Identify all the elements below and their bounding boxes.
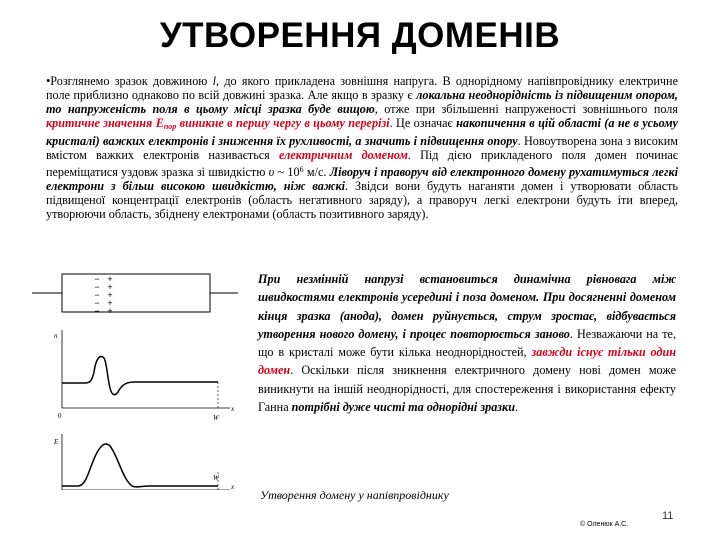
plus-row: + (107, 306, 113, 316)
plus-row: + (107, 282, 113, 292)
minus-row: − (94, 282, 100, 292)
minus-row: − (94, 298, 100, 308)
field-curve (62, 444, 218, 487)
n-axis-x-label: x (231, 405, 235, 413)
plus-row: + (107, 290, 113, 300)
field-graph (53, 434, 235, 490)
sample-diagram (32, 274, 238, 316)
minus-row: − (94, 290, 100, 300)
author-credit: © Оленюк А.С. (580, 521, 629, 528)
n-origin-label: 0 (58, 412, 62, 420)
n-axis-label: n (54, 332, 58, 340)
e-axis-x-label: x (231, 483, 235, 490)
e-axis-label: E (54, 438, 59, 446)
plus-row: + (107, 298, 113, 308)
minus-row: − (94, 274, 100, 284)
e-axis-w-label: W (213, 474, 219, 482)
minus-row: − (94, 306, 100, 316)
sample-rect (62, 274, 210, 312)
page-number: 11 (662, 510, 674, 522)
right-paragraph: При незмінній напрузі встановиться динамічна рівновага між швидкостями електронів усередині і поза доменом. При досягненні доменом кінця зразка (анода), домен руйнується, струм зростає, відбувається утворення нового домену, і процес повторюється заново. Незважаючи на те, що в кристалі може бути кілька неоднорідностей, завжди існує тільки один домен. Оскільки після зникнення електричного домену нові домен може виникнути на іншій неоднорідності, для спостереження і використання ефекту Ганна потрібні дуже чисті та однорідні зразки. (258, 272, 676, 415)
concentration-graph (54, 330, 235, 422)
domain-figure (30, 268, 252, 490)
page-title: УТВОРЕННЯ ДОМЕНІВ (159, 16, 561, 55)
plus-row: + (107, 274, 113, 284)
bullet: • (46, 74, 51, 88)
concentration-curve (62, 357, 218, 395)
figure-caption: Утворення домену у напівпровіднику (260, 488, 449, 502)
n-axis-w-label: W (213, 414, 219, 422)
intro-paragraph: •Розглянемо зразок довжиною l, до якого прикладена зовнішня напруга. В однорідному напівпровіднику електричне поле приблизно однаково по всій довжині зразка. Але якщо в зразку є локальна неоднорідність із підвищеним опором, то напруженість поля в цьому місці зразка буде вищою, отже при збільшенні напруженості зовнішнього поля критичне значення $E_{пор}$ виникне в першу чергу в цьому перерізі. Це означає накопичення в цій області (а не в усьому кристалі) важких електронів і зниження їх рухливості, а значить і підвищення опору. Новоутворена зона з високим вмістом важких електронів називається електричним доменом. Під дією прикладеного поля домен починає переміщатися уздовж зразка зі швидкістю υ ~ $10^6$ м/с. Ліворуч і праворуч від електронного домену рухатимуться легкі електрони з більш високою швидкістю, ніж важкі. Звідси вони будуть наганяти домен і утворювати область підвищеної концентрації електронів (область негативного заряду), а праворуч легкі електрони будуть іти вперед, утворюючи область, збіднену електронами (область позитивного заряду). (46, 74, 679, 221)
